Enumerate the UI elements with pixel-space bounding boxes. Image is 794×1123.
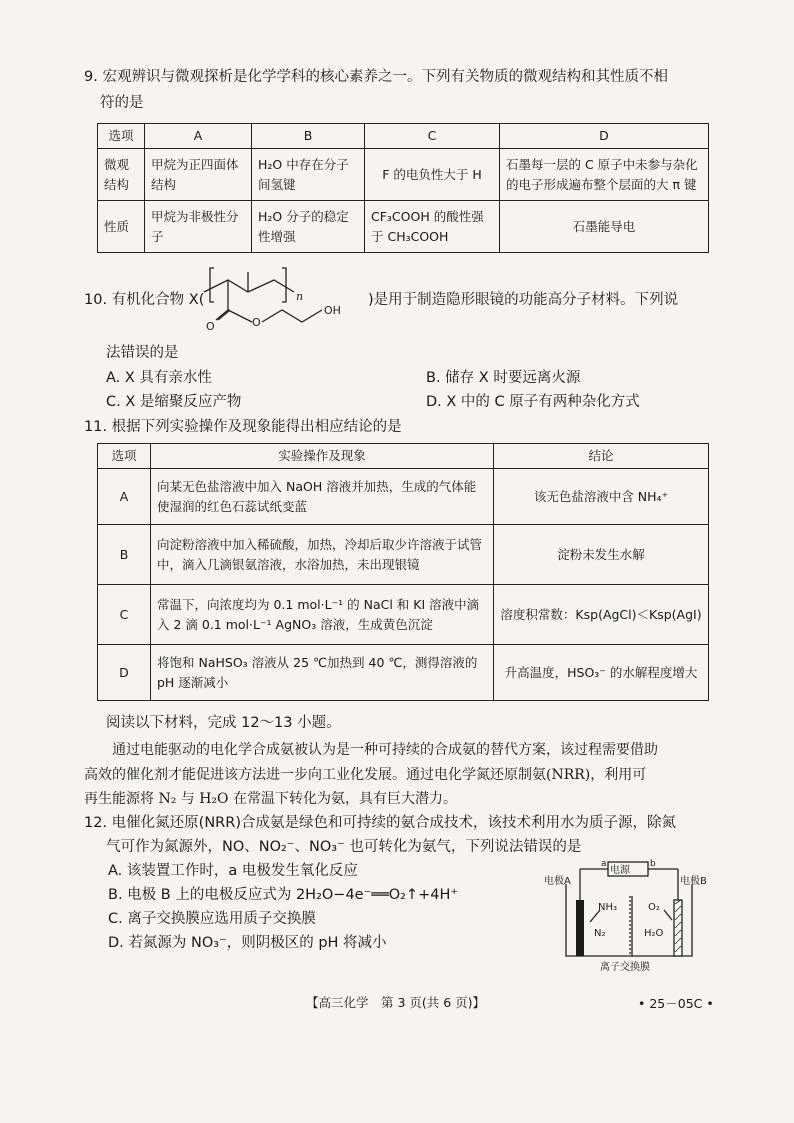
page-footer-center: 【高三化学 第 3 页(共 6 页)】 [306,995,486,1010]
q11-table [97,443,709,701]
q10-o-ester: O [252,316,261,329]
q12-stem-line1: 12. 电催化氮还原(NRR)合成氨是绿色和可持续的氨合成技术，该技术利用水为质子源，除氮 [84,815,676,831]
reading-intro: 阅读以下材料，完成 12～13 小题。 [106,715,341,731]
q9-row2-label: 性质 [98,201,145,253]
q11-row-c-operation: 常温下，向浓度均为 0.1 mol·L⁻¹ 的 NaCl 和 KI 溶液中滴入 2 滴 0.1 mol·L⁻¹ AgNO₃ 溶液，生成黄色沉淀 [151,585,494,645]
q11-row-a-operation: 向某无色盐溶液中加入 NaOH 溶液并加热，生成的气体能使湿润的红色石蕊试纸变蓝 [151,469,494,525]
q11-row-d-option: D [98,645,151,701]
membrane-label: 离子交换膜 [600,962,650,973]
q11-header-option: 选项 [98,444,151,469]
h2o-label: H₂O [644,928,664,939]
q11-row-a-option: A [98,469,151,525]
q9-table [97,123,709,253]
q11-row-d-conclusion: 升高温度，HSO₃⁻ 的水解程度增大 [494,645,709,701]
q9-header-a: A [145,124,252,149]
q12-option-b: B. 电极 B 上的电极反应式为 2H₂O−4e⁻══O₂↑+4H⁺ [108,887,459,903]
q10-option-c: C. X 是缩聚反应产物 [106,394,242,410]
q12-option-d: D. 若氮源为 NO₃⁻，则阴极区的 pH 将减小 [108,935,387,951]
electrode-a-label: 电极A [544,876,571,887]
electrode-a-plate [576,900,584,956]
q11-row-c-option: C [98,585,151,645]
q12-option-a: A. 该装置工作时，a 电极发生氧化反应 [108,863,358,879]
page-footer-code: • 25－05C • [638,996,714,1011]
q10-option-d: D. X 中的 C 原子有两种杂化方式 [426,394,640,410]
q11-row-b-option: B [98,525,151,585]
q11-stem: 11. 根据下列实验操作及现象能得出相应结论的是 [84,419,402,435]
nh3-label: NH₃ [598,902,618,913]
power-source-label: 电源 [610,865,630,876]
q10-o-carbonyl: O [206,320,215,333]
terminal-a-label: a [601,859,607,869]
q9-row1-d: 石墨每一层的 C 原子中未参与杂化的电子形成遍布整个层面的大 π 键 [500,149,709,201]
table-row [98,444,709,469]
table-row [98,124,709,149]
o2-label: O₂ [648,902,660,913]
q11-header-operation: 实验操作及现象 [151,444,494,469]
q9-row1-label: 微观结构 [98,149,145,201]
table-row [98,201,709,253]
q11-row-d-operation: 将饱和 NaHSO₃ 溶液从 25 ℃加热到 40 ℃，测得溶液的 pH 逐渐减小 [151,645,494,701]
q10-stem-line2: 法错误的是 [106,345,179,361]
electrode-b-label: 电极B [680,876,707,887]
q12-option-c: C. 离子交换膜应选用质子交换膜 [108,911,316,927]
table-row [98,149,709,201]
n2-label: N₂ [594,928,606,939]
q11-row-b-operation: 向淀粉溶液中加入稀硫酸，加热，冷却后取少许溶液于试管中，滴入几滴银氨溶液，水浴加热，未出现银镜 [151,525,494,585]
q9-header-c: C [365,124,500,149]
terminal-b-label: b [650,859,656,869]
table-row [98,585,709,645]
q9-row1-b: H₂O 中存在分子间氢键 [252,149,365,201]
q10-option-a: A. X 具有亲水性 [106,370,212,386]
q10-n-subscript: n [296,290,304,303]
q11-header-conclusion: 结论 [494,444,709,469]
q10-option-b: B. 储存 X 时要远离火源 [426,370,581,386]
reading-para-line1: 通过电能驱动的电化学合成氨被认为是一种可持续的合成氨的替代方案，该过程需要借助 [112,742,658,758]
table-row [98,645,709,701]
reading-para-line3: 再生能源将 N₂ 与 H₂O 在常温下转化为氨，具有巨大潜力。 [84,791,457,807]
table-row [98,469,709,525]
q12-stem-line2: 气可作为氮源外，NO、NO₂⁻、NO₃⁻ 也可转化为氨气，下列说法错误的是 [106,839,582,855]
q9-stem-line1: 9. 宏观辨识与微观探析是化学学科的核心素养之一。下列有关物质的微观结构和其性质不相 [84,69,668,85]
q10-oh: OH [324,304,341,317]
q11-row-a-conclusion: 该无色盐溶液中含 NH₄⁺ [494,469,709,525]
q9-row2-d: 石墨能导电 [500,201,709,253]
q9-row2-b: H₂O 分子的稳定性增强 [252,201,365,253]
q10-structure-diagram [200,262,370,344]
q9-header-d: D [500,124,709,149]
q12-electrolysis-diagram [540,856,716,974]
table-row [98,525,709,585]
q9-stem-line2: 符的是 [100,95,144,111]
reading-para-line2: 高效的催化剂才能促进该方法进一步向工业化发展。通过电化学氮还原制氨(NRR)，利用可 [84,767,647,783]
q11-row-b-conclusion: 淀粉未发生水解 [494,525,709,585]
q9-row1-a: 甲烷为正四面体结构 [145,149,252,201]
q9-row1-c: F 的电负性大于 H [365,149,500,201]
q10-stem-prefix: 10. 有机化合物 X( [84,292,205,308]
q9-header-option: 选项 [98,124,145,149]
q9-row2-c: CF₃COOH 的酸性强于 CH₃COOH [365,201,500,253]
q9-row2-a: 甲烷为非极性分子 [145,201,252,253]
q9-header-b: B [252,124,365,149]
q10-stem-suffix: )是用于制造隐形眼镜的功能高分子材料。下列说 [368,292,679,308]
q11-row-c-conclusion: 溶度积常数：Ksp(AgCl)＜Ksp(AgI) [494,585,709,645]
